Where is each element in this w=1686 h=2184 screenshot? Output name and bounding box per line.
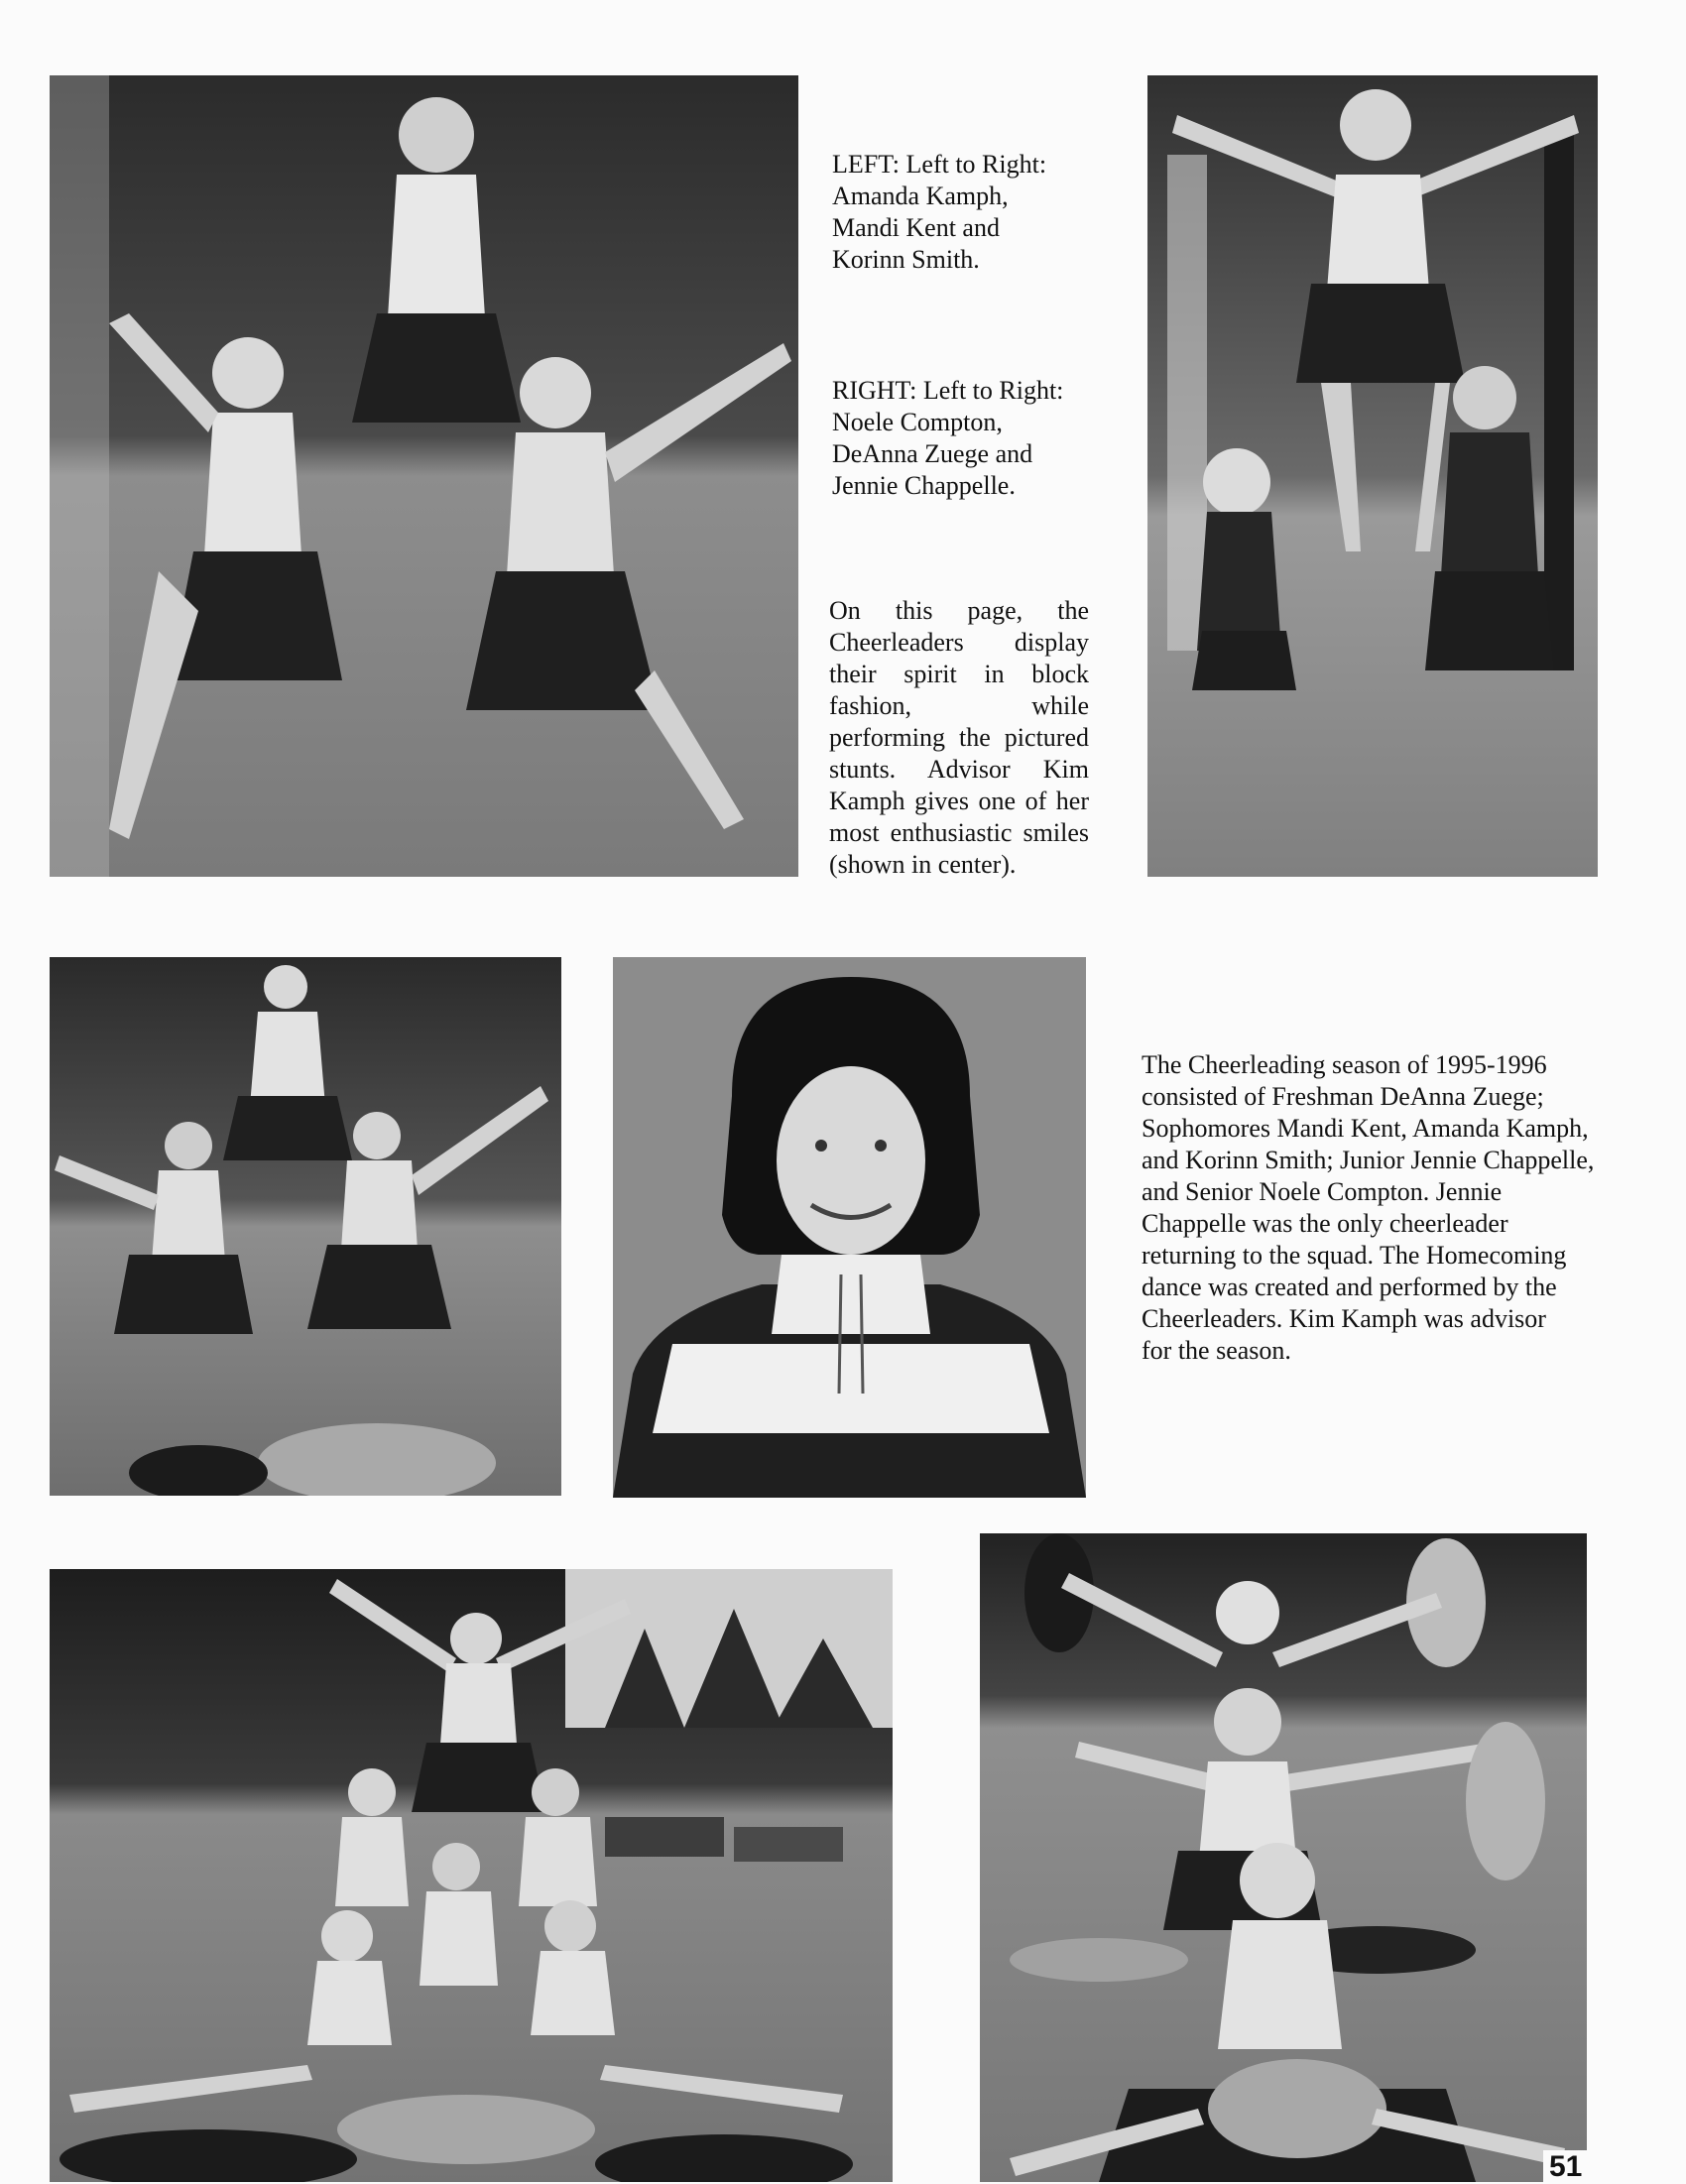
season-summary-line: The Cheerleading season of 1995-1996 — [1142, 1050, 1547, 1079]
season-summary-line: dance was created and performed by the — [1142, 1273, 1557, 1301]
season-summary-line: Chappelle was the only cheerleader — [1142, 1209, 1508, 1238]
photo-advisor-portrait — [613, 957, 1086, 1498]
season-summary-line: returning to the squad. The Homecoming — [1142, 1241, 1567, 1270]
season-summary-line: Sophomores Mandi Kent, Amanda Kamph, — [1142, 1114, 1589, 1143]
caption-right-line: Noele Compton, — [832, 408, 1003, 436]
caption-left-line: LEFT: Left to Right: — [832, 150, 1047, 179]
photo-three-cheerleaders-left — [50, 75, 798, 877]
caption-right — [832, 375, 1110, 502]
season-summary-line: and Korinn Smith; Junior Jennie Chappelle, — [1142, 1146, 1595, 1174]
caption-description: On this page, the Cheerleaders display their spirit in block fashion, while performing the pictured stunts. Advisor Kim Kamph gives one of her most enthusiastic smiles (shown in center). — [829, 596, 1089, 879]
caption-right-line: DeAnna Zuege and — [832, 439, 1033, 468]
caption-left-line: Amanda Kamph, — [832, 182, 1009, 210]
season-summary-line: consisted of Freshman DeAnna Zuege; — [1142, 1082, 1544, 1111]
photo-pyramid-with-pompoms — [50, 957, 561, 1496]
season-summary-line: for the season. — [1142, 1336, 1291, 1365]
season-summary — [1142, 1049, 1618, 1367]
page-number: 51 — [1543, 2150, 1588, 2184]
season-summary-line: and Senior Noele Compton. Jennie — [1142, 1177, 1503, 1206]
caption-left-line: Mandi Kent and — [832, 213, 1000, 242]
caption-left — [832, 149, 1090, 276]
caption-right-line: Jennie Chappelle. — [832, 471, 1016, 500]
photo-three-cheerleaders-right — [1147, 75, 1598, 877]
photo-full-squad — [50, 1569, 893, 2182]
photo-stacked-trio — [980, 1533, 1587, 2182]
caption-left-line: Korinn Smith. — [832, 245, 980, 274]
season-summary-line: Cheerleaders. Kim Kamph was advisor — [1142, 1304, 1546, 1333]
caption-right-line: RIGHT: Left to Right: — [832, 376, 1064, 405]
